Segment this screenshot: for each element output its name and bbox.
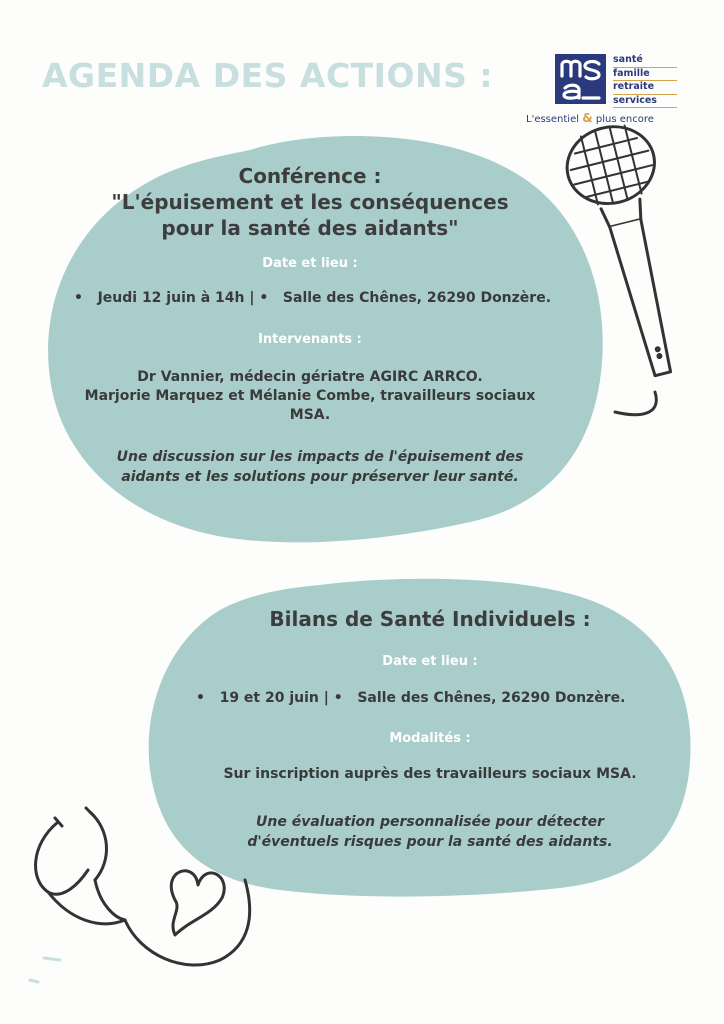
conference-date: Jeudi 12 juin à 14h |	[97, 290, 255, 306]
bullet-dot: •	[328, 690, 358, 706]
logo-line-services: services	[613, 95, 677, 109]
conference-title-line1: Conférence :	[238, 164, 382, 188]
conference-location: Salle des Chênes, 26290 Donzère.	[282, 290, 552, 306]
bilans-description	[190, 812, 670, 852]
tagline-ampersand: &	[582, 111, 593, 125]
bilans-title: Bilans de Santé Individuels :	[269, 607, 591, 631]
logo-line-retraite: retraite	[613, 81, 677, 95]
logo-line-sante: santé	[613, 54, 677, 68]
logo-line-famille: famille	[613, 68, 677, 82]
logo-tagline	[526, 111, 654, 125]
conference-desc-line2: aidants et les solutions pour préserver leur santé.	[121, 469, 519, 485]
bilans-date: 19 et 20 juin |	[219, 690, 329, 706]
bilans-modalites-text: Sur inscription auprès des travailleurs sociaux MSA.	[223, 766, 637, 782]
decorative-mark	[44, 958, 60, 960]
speakers-line3: MSA.	[289, 407, 331, 423]
conference-title	[100, 163, 520, 241]
conference-desc-line1: Une discussion sur les impacts de l'épuisement des	[116, 449, 524, 465]
tagline-part1: L'essentiel	[526, 114, 580, 125]
conference-date-label: Date et lieu :	[262, 256, 358, 271]
msa-logo-mark	[555, 54, 606, 104]
bilans-desc-line1: Une évaluation personnalisée pour détecter	[256, 814, 604, 830]
page-title: AGENDA DES ACTIONS :	[42, 56, 494, 95]
bilans-date-label: Date et lieu :	[382, 654, 478, 669]
bilans-location: Salle des Chênes, 26290 Donzère.	[357, 690, 626, 706]
conference-description	[60, 447, 580, 487]
bilans-modalites-label: Modalités :	[389, 731, 471, 746]
speakers-line1: Dr Vannier, médecin gériatre AGIRC ARRCO.	[137, 369, 483, 385]
bullet-dot: •	[254, 290, 283, 306]
conference-title-line2: "L'épuisement et les conséquences	[111, 190, 509, 214]
bullet-dot: •	[196, 690, 220, 706]
speakers-line2: Marjorie Marquez et Mélanie Combe, travailleurs sociaux	[84, 388, 536, 404]
conference-date-line	[74, 290, 594, 306]
bilans-desc-line2: d'éventuels risques pour la santé des aidants.	[247, 834, 613, 850]
conference-title-line3: pour la santé des aidants"	[161, 216, 459, 240]
bullet-dot: •	[74, 290, 98, 306]
conference-speakers	[50, 368, 570, 425]
bilans-date-line	[196, 690, 676, 706]
tagline-part2: plus encore	[595, 114, 654, 125]
decorative-mark	[30, 980, 38, 982]
conference-speakers-label: Intervenants :	[258, 332, 362, 347]
